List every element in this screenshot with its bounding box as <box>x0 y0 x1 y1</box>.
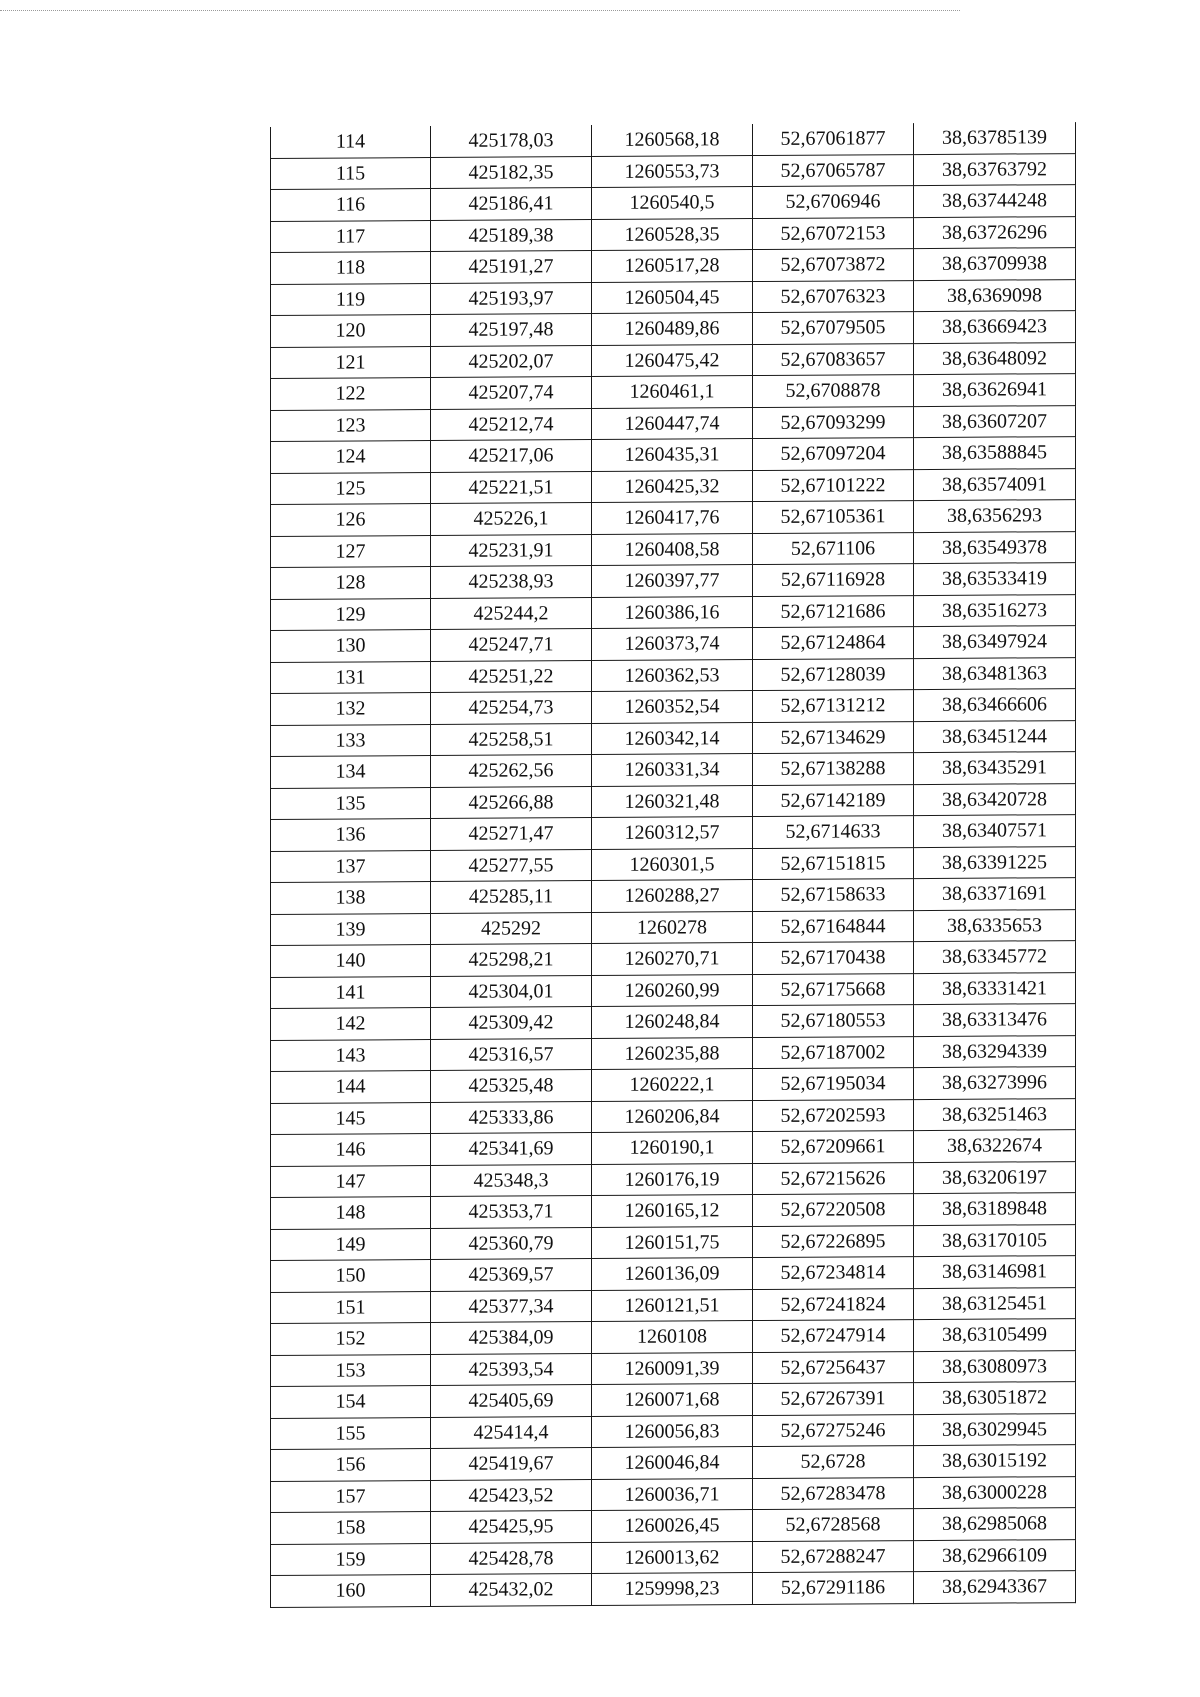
x-coordinate-cell: 425197,48 <box>431 314 592 346</box>
table-row <box>271 752 1076 788</box>
latitude-cell: 52,6708878 <box>753 375 914 407</box>
x-coordinate-cell: 425309,42 <box>431 1007 592 1039</box>
longitude-cell: 38,63345772 <box>914 941 1076 973</box>
x-coordinate-cell: 425348,3 <box>431 1164 592 1196</box>
y-coordinate-cell: 1260528,35 <box>592 218 753 250</box>
y-coordinate-cell: 1260108 <box>592 1321 753 1353</box>
x-coordinate-cell: 425423,52 <box>431 1479 592 1511</box>
point-number-cell: 116 <box>271 189 431 221</box>
y-coordinate-cell: 1260504,45 <box>592 281 753 313</box>
longitude-cell: 38,6369098 <box>914 279 1076 311</box>
longitude-cell: 38,63313476 <box>914 1004 1076 1036</box>
x-coordinate-cell: 425186,41 <box>431 188 592 220</box>
x-coordinate-cell: 425244,2 <box>431 597 592 629</box>
point-number-cell: 146 <box>271 1134 431 1166</box>
table-row <box>271 1067 1076 1103</box>
latitude-cell: 52,67275246 <box>753 1414 914 1446</box>
latitude-cell: 52,67195034 <box>753 1068 914 1100</box>
x-coordinate-cell: 425414,4 <box>431 1416 592 1448</box>
longitude-cell: 38,63273996 <box>914 1067 1076 1099</box>
longitude-cell: 38,63391225 <box>914 846 1076 878</box>
longitude-cell: 38,63785139 <box>914 122 1076 154</box>
latitude-cell: 52,67187002 <box>753 1036 914 1068</box>
point-number-cell: 150 <box>271 1260 431 1292</box>
latitude-cell: 52,67131212 <box>753 690 914 722</box>
y-coordinate-cell: 1260136,09 <box>592 1258 753 1290</box>
latitude-cell: 52,67170438 <box>753 942 914 974</box>
longitude-cell: 38,63015192 <box>914 1445 1076 1477</box>
table-row <box>271 468 1076 504</box>
point-number-cell: 153 <box>271 1354 431 1386</box>
x-coordinate-cell: 425178,03 <box>431 125 592 157</box>
longitude-cell: 38,63080973 <box>914 1350 1076 1382</box>
point-number-cell: 133 <box>271 724 431 756</box>
point-number-cell: 124 <box>271 441 431 473</box>
point-number-cell: 144 <box>271 1071 431 1103</box>
y-coordinate-cell: 1260342,14 <box>592 722 753 754</box>
y-coordinate-cell: 1260553,73 <box>592 155 753 187</box>
table-row <box>271 405 1076 441</box>
latitude-cell: 52,67065787 <box>753 154 914 186</box>
x-coordinate-cell: 425360,79 <box>431 1227 592 1259</box>
table-row <box>271 783 1076 819</box>
table-row <box>271 563 1076 599</box>
table-row <box>271 1224 1076 1260</box>
table-row <box>271 1508 1076 1544</box>
x-coordinate-cell: 425238,93 <box>431 566 592 598</box>
point-number-cell: 122 <box>271 378 431 410</box>
y-coordinate-cell: 1260235,88 <box>592 1037 753 1069</box>
longitude-cell: 38,6322674 <box>914 1130 1076 1162</box>
point-number-cell: 127 <box>271 535 431 567</box>
x-coordinate-cell: 425432,02 <box>431 1574 592 1606</box>
table-row <box>271 1571 1076 1607</box>
latitude-cell: 52,67220508 <box>753 1194 914 1226</box>
point-number-cell: 121 <box>271 346 431 378</box>
x-coordinate-cell: 425193,97 <box>431 282 592 314</box>
longitude-cell: 38,63029945 <box>914 1413 1076 1445</box>
table-row <box>271 500 1076 536</box>
latitude-cell: 52,67142189 <box>753 784 914 816</box>
longitude-cell: 38,6335653 <box>914 909 1076 941</box>
table-row <box>271 1193 1076 1229</box>
point-number-cell: 154 <box>271 1386 431 1418</box>
longitude-cell: 38,63648092 <box>914 342 1076 374</box>
point-number-cell: 140 <box>271 945 431 977</box>
x-coordinate-cell: 425217,06 <box>431 440 592 472</box>
table-row <box>271 248 1076 284</box>
longitude-cell: 38,63744248 <box>914 185 1076 217</box>
table-row <box>271 909 1076 945</box>
latitude-cell: 52,67116928 <box>753 564 914 596</box>
point-number-cell: 130 <box>271 630 431 662</box>
longitude-cell: 38,63371691 <box>914 878 1076 910</box>
x-coordinate-cell: 425405,69 <box>431 1385 592 1417</box>
y-coordinate-cell: 1260362,53 <box>592 659 753 691</box>
y-coordinate-cell: 1260461,1 <box>592 376 753 408</box>
y-coordinate-cell: 1260026,45 <box>592 1510 753 1542</box>
y-coordinate-cell: 1260435,31 <box>592 439 753 471</box>
y-coordinate-cell: 1260091,39 <box>592 1352 753 1384</box>
y-coordinate-cell: 1260408,58 <box>592 533 753 565</box>
y-coordinate-cell: 1260417,76 <box>592 502 753 534</box>
latitude-cell: 52,67202593 <box>753 1099 914 1131</box>
longitude-cell: 38,63189848 <box>914 1193 1076 1225</box>
x-coordinate-cell: 425226,1 <box>431 503 592 535</box>
x-coordinate-cell: 425393,54 <box>431 1353 592 1385</box>
table-row <box>271 1130 1076 1166</box>
y-coordinate-cell: 1260288,27 <box>592 880 753 912</box>
x-coordinate-cell: 425285,11 <box>431 881 592 913</box>
x-coordinate-cell: 425298,21 <box>431 944 592 976</box>
table-row <box>271 342 1076 378</box>
y-coordinate-cell: 1260447,74 <box>592 407 753 439</box>
x-coordinate-cell: 425191,27 <box>431 251 592 283</box>
latitude-cell: 52,67083657 <box>753 343 914 375</box>
x-coordinate-cell: 425419,67 <box>431 1448 592 1480</box>
y-coordinate-cell: 1260397,77 <box>592 565 753 597</box>
x-coordinate-cell: 425277,55 <box>431 849 592 881</box>
latitude-cell: 52,67180553 <box>753 1005 914 1037</box>
x-coordinate-cell: 425377,34 <box>431 1290 592 1322</box>
point-number-cell: 141 <box>271 976 431 1008</box>
y-coordinate-cell: 1260278 <box>592 911 753 943</box>
point-number-cell: 157 <box>271 1480 431 1512</box>
table-row <box>271 1004 1076 1040</box>
y-coordinate-cell: 1260165,12 <box>592 1195 753 1227</box>
table-row <box>271 216 1076 252</box>
latitude-cell: 52,671106 <box>753 532 914 564</box>
latitude-cell: 52,67079505 <box>753 312 914 344</box>
latitude-cell: 52,67101222 <box>753 469 914 501</box>
x-coordinate-cell: 425304,01 <box>431 975 592 1007</box>
x-coordinate-cell: 425207,74 <box>431 377 592 409</box>
longitude-cell: 38,63170105 <box>914 1224 1076 1256</box>
x-coordinate-cell: 425189,38 <box>431 219 592 251</box>
table-row <box>271 1256 1076 1292</box>
latitude-cell: 52,67267391 <box>753 1383 914 1415</box>
longitude-cell: 38,63574091 <box>914 468 1076 500</box>
x-coordinate-cell: 425182,35 <box>431 156 592 188</box>
table-row <box>271 531 1076 567</box>
point-number-cell: 160 <box>271 1575 431 1607</box>
y-coordinate-cell: 1260260,99 <box>592 974 753 1006</box>
x-coordinate-cell: 425212,74 <box>431 408 592 440</box>
table-row <box>271 311 1076 347</box>
point-number-cell: 125 <box>271 472 431 504</box>
y-coordinate-cell: 1260056,83 <box>592 1415 753 1447</box>
longitude-cell: 38,63669423 <box>914 311 1076 343</box>
latitude-cell: 52,67151815 <box>753 847 914 879</box>
y-coordinate-cell: 1260425,32 <box>592 470 753 502</box>
latitude-cell: 52,67097204 <box>753 438 914 470</box>
latitude-cell: 52,67061877 <box>753 123 914 155</box>
longitude-cell: 38,63420728 <box>914 783 1076 815</box>
table-row <box>271 941 1076 977</box>
y-coordinate-cell: 1260386,16 <box>592 596 753 628</box>
latitude-cell: 52,67073872 <box>753 249 914 281</box>
table-row <box>271 1098 1076 1134</box>
latitude-cell: 52,67138288 <box>753 753 914 785</box>
table-row <box>271 1287 1076 1323</box>
longitude-cell: 38,63451244 <box>914 720 1076 752</box>
x-coordinate-cell: 425341,69 <box>431 1133 592 1165</box>
point-number-cell: 143 <box>271 1039 431 1071</box>
y-coordinate-cell: 1260270,71 <box>592 943 753 975</box>
point-number-cell: 118 <box>271 252 431 284</box>
x-coordinate-cell: 425271,47 <box>431 818 592 850</box>
x-coordinate-cell: 425369,57 <box>431 1259 592 1291</box>
latitude-cell: 52,67121686 <box>753 595 914 627</box>
point-number-cell: 149 <box>271 1228 431 1260</box>
table-row <box>271 720 1076 756</box>
y-coordinate-cell: 1260475,42 <box>592 344 753 376</box>
y-coordinate-cell: 1260568,18 <box>592 124 753 156</box>
table-row <box>271 1539 1076 1575</box>
table-row <box>271 878 1076 914</box>
longitude-cell: 38,63105499 <box>914 1319 1076 1351</box>
point-number-cell: 132 <box>271 693 431 725</box>
longitude-cell: 38,63000228 <box>914 1476 1076 1508</box>
longitude-cell: 38,63146981 <box>914 1256 1076 1288</box>
point-number-cell: 126 <box>271 504 431 536</box>
y-coordinate-cell: 1260489,86 <box>592 313 753 345</box>
latitude-cell: 52,6728 <box>753 1446 914 1478</box>
scan-top-rule <box>0 10 960 11</box>
point-number-cell: 137 <box>271 850 431 882</box>
latitude-cell: 52,67105361 <box>753 501 914 533</box>
y-coordinate-cell: 1260176,19 <box>592 1163 753 1195</box>
x-coordinate-cell: 425247,71 <box>431 629 592 661</box>
x-coordinate-cell: 425384,09 <box>431 1322 592 1354</box>
table-row <box>271 689 1076 725</box>
x-coordinate-cell: 425262,56 <box>431 755 592 787</box>
x-coordinate-cell: 425333,86 <box>431 1101 592 1133</box>
table-row <box>271 437 1076 473</box>
x-coordinate-cell: 425266,88 <box>431 786 592 818</box>
table-row <box>271 846 1076 882</box>
y-coordinate-cell: 1260190,1 <box>592 1132 753 1164</box>
longitude-cell: 38,63497924 <box>914 626 1076 658</box>
table-row <box>271 185 1076 221</box>
y-coordinate-cell: 1260540,5 <box>592 187 753 219</box>
longitude-cell: 38,63726296 <box>914 216 1076 248</box>
longitude-cell: 38,63331421 <box>914 972 1076 1004</box>
point-number-cell: 129 <box>271 598 431 630</box>
x-coordinate-cell: 425425,95 <box>431 1511 592 1543</box>
latitude-cell: 52,67076323 <box>753 280 914 312</box>
x-coordinate-cell: 425251,22 <box>431 660 592 692</box>
table-row <box>271 122 1076 158</box>
y-coordinate-cell: 1260151,75 <box>592 1226 753 1258</box>
point-number-cell: 139 <box>271 913 431 945</box>
latitude-cell: 52,67215626 <box>753 1162 914 1194</box>
longitude-cell: 38,62985068 <box>914 1508 1076 1540</box>
point-number-cell: 148 <box>271 1197 431 1229</box>
point-number-cell: 159 <box>271 1543 431 1575</box>
x-coordinate-cell: 425428,78 <box>431 1542 592 1574</box>
point-number-cell: 115 <box>271 157 431 189</box>
x-coordinate-cell: 425202,07 <box>431 345 592 377</box>
longitude-cell: 38,63549378 <box>914 531 1076 563</box>
point-number-cell: 138 <box>271 882 431 914</box>
x-coordinate-cell: 425325,48 <box>431 1070 592 1102</box>
coordinates-table <box>270 122 1076 1607</box>
latitude-cell: 52,67209661 <box>753 1131 914 1163</box>
longitude-cell: 38,63407571 <box>914 815 1076 847</box>
latitude-cell: 52,67124864 <box>753 627 914 659</box>
y-coordinate-cell: 1260352,54 <box>592 691 753 723</box>
latitude-cell: 52,67241824 <box>753 1288 914 1320</box>
point-number-cell: 147 <box>271 1165 431 1197</box>
latitude-cell: 52,67072153 <box>753 217 914 249</box>
latitude-cell: 52,67247914 <box>753 1320 914 1352</box>
longitude-cell: 38,63533419 <box>914 563 1076 595</box>
table-row <box>271 657 1076 693</box>
x-coordinate-cell: 425292 <box>431 912 592 944</box>
latitude-cell: 52,67093299 <box>753 406 914 438</box>
table-row <box>271 279 1076 315</box>
latitude-cell: 52,67128039 <box>753 658 914 690</box>
table-row <box>271 594 1076 630</box>
y-coordinate-cell: 1259998,23 <box>592 1573 753 1605</box>
longitude-cell: 38,63251463 <box>914 1098 1076 1130</box>
table-row <box>271 1319 1076 1355</box>
latitude-cell: 52,67158633 <box>753 879 914 911</box>
point-number-cell: 158 <box>271 1512 431 1544</box>
x-coordinate-cell: 425231,91 <box>431 534 592 566</box>
table-row <box>271 1413 1076 1449</box>
table-row <box>271 1445 1076 1481</box>
point-number-cell: 155 <box>271 1417 431 1449</box>
point-number-cell: 142 <box>271 1008 431 1040</box>
x-coordinate-cell: 425353,71 <box>431 1196 592 1228</box>
y-coordinate-cell: 1260301,5 <box>592 848 753 880</box>
y-coordinate-cell: 1260517,28 <box>592 250 753 282</box>
point-number-cell: 151 <box>271 1291 431 1323</box>
table-row <box>271 1161 1076 1197</box>
longitude-cell: 38,63709938 <box>914 248 1076 280</box>
longitude-cell: 38,63435291 <box>914 752 1076 784</box>
y-coordinate-cell: 1260206,84 <box>592 1100 753 1132</box>
longitude-cell: 38,63125451 <box>914 1287 1076 1319</box>
longitude-cell: 38,63294339 <box>914 1035 1076 1067</box>
longitude-cell: 38,63626941 <box>914 374 1076 406</box>
y-coordinate-cell: 1260222,1 <box>592 1069 753 1101</box>
x-coordinate-cell: 425316,57 <box>431 1038 592 1070</box>
y-coordinate-cell: 1260071,68 <box>592 1384 753 1416</box>
longitude-cell: 38,63206197 <box>914 1161 1076 1193</box>
point-number-cell: 134 <box>271 756 431 788</box>
point-number-cell: 114 <box>271 126 431 158</box>
table-row <box>271 374 1076 410</box>
latitude-cell: 52,67288247 <box>753 1540 914 1572</box>
point-number-cell: 128 <box>271 567 431 599</box>
x-coordinate-cell: 425254,73 <box>431 692 592 724</box>
table-row <box>271 1350 1076 1386</box>
latitude-cell: 52,67134629 <box>753 721 914 753</box>
table-row <box>271 815 1076 851</box>
longitude-cell: 38,63763792 <box>914 153 1076 185</box>
point-number-cell: 145 <box>271 1102 431 1134</box>
coordinates-table-body <box>271 122 1076 1607</box>
longitude-cell: 38,62943367 <box>914 1571 1076 1603</box>
latitude-cell: 52,67226895 <box>753 1225 914 1257</box>
point-number-cell: 156 <box>271 1449 431 1481</box>
longitude-cell: 38,63051872 <box>914 1382 1076 1414</box>
x-coordinate-cell: 425258,51 <box>431 723 592 755</box>
table-row <box>271 153 1076 189</box>
latitude-cell: 52,6706946 <box>753 186 914 218</box>
latitude-cell: 52,67283478 <box>753 1477 914 1509</box>
y-coordinate-cell: 1260036,71 <box>592 1478 753 1510</box>
longitude-cell: 38,63481363 <box>914 657 1076 689</box>
table-row <box>271 626 1076 662</box>
y-coordinate-cell: 1260373,74 <box>592 628 753 660</box>
latitude-cell: 52,67291186 <box>753 1572 914 1604</box>
longitude-cell: 38,6356293 <box>914 500 1076 532</box>
latitude-cell: 52,67175668 <box>753 973 914 1005</box>
point-number-cell: 120 <box>271 315 431 347</box>
y-coordinate-cell: 1260331,34 <box>592 754 753 786</box>
y-coordinate-cell: 1260248,84 <box>592 1006 753 1038</box>
point-number-cell: 117 <box>271 220 431 252</box>
longitude-cell: 38,63588845 <box>914 437 1076 469</box>
table-row <box>271 1382 1076 1418</box>
longitude-cell: 38,62966109 <box>914 1539 1076 1571</box>
latitude-cell: 52,6728568 <box>753 1509 914 1541</box>
y-coordinate-cell: 1260013,62 <box>592 1541 753 1573</box>
point-number-cell: 136 <box>271 819 431 851</box>
point-number-cell: 135 <box>271 787 431 819</box>
y-coordinate-cell: 1260121,51 <box>592 1289 753 1321</box>
latitude-cell: 52,67256437 <box>753 1351 914 1383</box>
longitude-cell: 38,63466606 <box>914 689 1076 721</box>
latitude-cell: 52,67234814 <box>753 1257 914 1289</box>
latitude-cell: 52,67164844 <box>753 910 914 942</box>
table-row <box>271 972 1076 1008</box>
longitude-cell: 38,63607207 <box>914 405 1076 437</box>
longitude-cell: 38,63516273 <box>914 594 1076 626</box>
y-coordinate-cell: 1260046,84 <box>592 1447 753 1479</box>
point-number-cell: 123 <box>271 409 431 441</box>
point-number-cell: 131 <box>271 661 431 693</box>
table-row <box>271 1476 1076 1512</box>
y-coordinate-cell: 1260321,48 <box>592 785 753 817</box>
point-number-cell: 152 <box>271 1323 431 1355</box>
latitude-cell: 52,6714633 <box>753 816 914 848</box>
point-number-cell: 119 <box>271 283 431 315</box>
y-coordinate-cell: 1260312,57 <box>592 817 753 849</box>
x-coordinate-cell: 425221,51 <box>431 471 592 503</box>
table-row <box>271 1035 1076 1071</box>
